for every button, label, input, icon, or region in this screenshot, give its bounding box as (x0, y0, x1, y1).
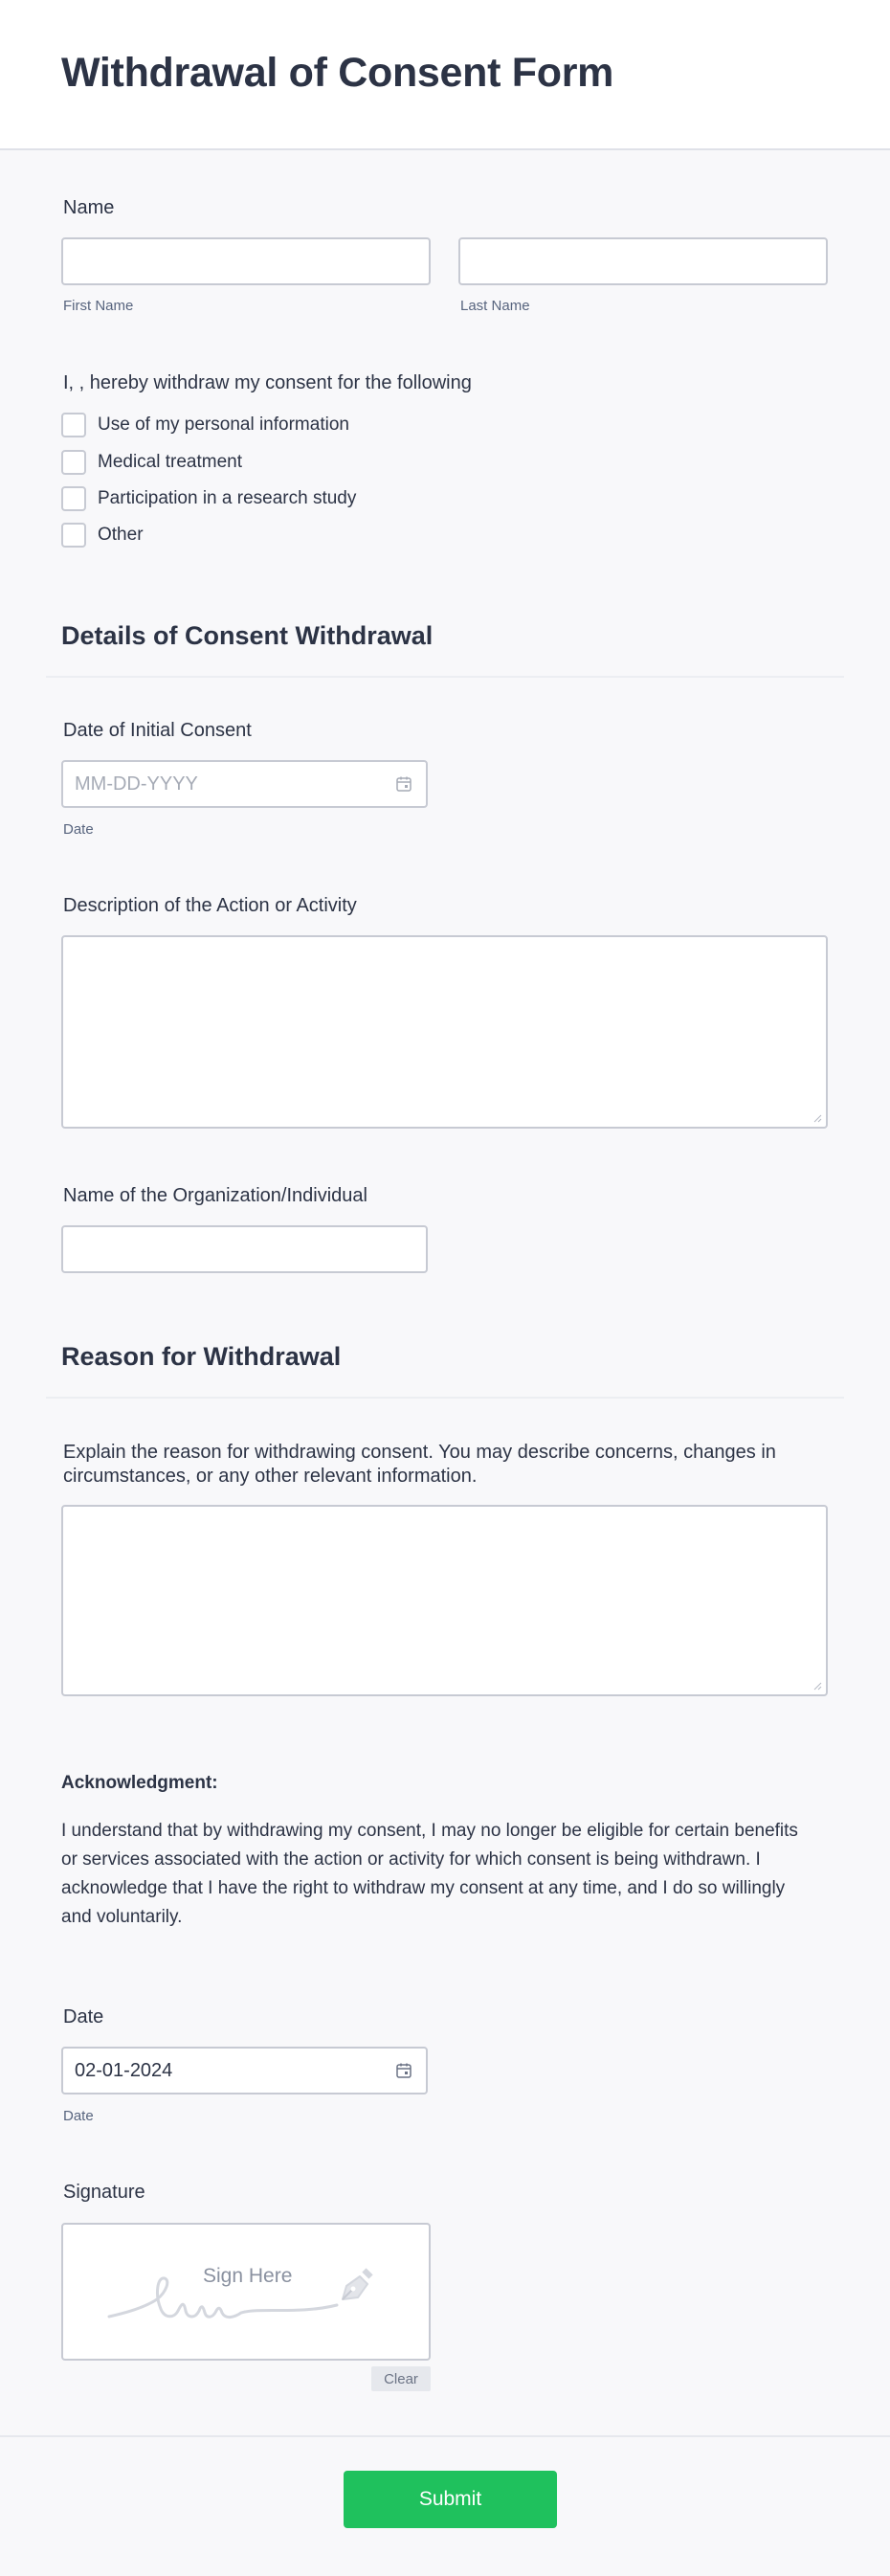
calendar-icon[interactable] (395, 775, 412, 793)
signature-label: Signature (63, 2182, 145, 2203)
section-divider (46, 676, 844, 678)
calendar-icon[interactable] (395, 2062, 412, 2079)
form-title: Withdrawal of Consent Form (61, 50, 614, 96)
consent-option-research-study[interactable] (61, 485, 356, 512)
first-name-input[interactable] (61, 237, 431, 285)
footer-divider (0, 2435, 890, 2437)
checkbox[interactable] (61, 413, 86, 437)
checkbox[interactable] (61, 523, 86, 548)
acknowledgment-title: Acknowledgment: (61, 1773, 218, 1793)
consent-option-label: Participation in a research study (98, 488, 357, 508)
consent-option-other[interactable] (61, 522, 144, 549)
section-title-reason: Reason for Withdrawal (61, 1342, 342, 1371)
date-input[interactable] (61, 2047, 428, 2094)
sign-here-placeholder: Sign Here (203, 2265, 293, 2287)
organization-input[interactable] (61, 1225, 428, 1273)
first-name-sublabel: First Name (63, 298, 134, 314)
date-sublabel: Date (63, 2108, 94, 2124)
description-textarea[interactable] (61, 935, 828, 1129)
submit-button[interactable]: Submit (344, 2471, 557, 2528)
date-placeholder: MM-DD-YYYY (75, 773, 198, 795)
name-label: Name (63, 197, 115, 218)
section-divider (46, 1397, 844, 1399)
consent-option-label: Medical treatment (98, 452, 243, 472)
resize-handle-icon[interactable] (812, 1113, 822, 1123)
resize-handle-icon[interactable] (812, 1681, 822, 1691)
signature-pad[interactable] (61, 2223, 431, 2361)
consent-option-medical-treatment[interactable] (61, 449, 242, 476)
section-title-details: Details of Consent Withdrawal (61, 621, 434, 650)
initial-consent-date-sublabel: Date (63, 821, 94, 838)
last-name-sublabel: Last Name (460, 298, 530, 314)
consent-items-label: I, , hereby withdraw my consent for the following (63, 372, 472, 393)
reason-label: Explain the reason for withdrawing consent. You may describe concerns, changes in circumstances, or any other relevant information. (63, 1442, 776, 1487)
checkbox[interactable] (61, 486, 86, 511)
pen-nib-icon (337, 2267, 383, 2305)
initial-consent-date-input[interactable] (61, 760, 428, 808)
checkbox[interactable] (61, 450, 86, 475)
date-value: 02-01-2024 (75, 2059, 173, 2081)
reason-textarea[interactable] (61, 1505, 828, 1696)
clear-signature-button[interactable]: Clear (371, 2366, 431, 2391)
consent-option-label: Use of my personal information (98, 414, 349, 435)
form-header (0, 0, 890, 150)
last-name-input[interactable] (458, 237, 828, 285)
acknowledgment-text: I understand that by withdrawing my consent, I may no longer be eligible for certain benefits or services associated with the action or activity for which consent is being withdrawn. I acknowledge that I have the right to withdraw my consent at any time, and I do so willingly and voluntarily. (61, 1821, 798, 1927)
date-label: Date (63, 2006, 104, 2027)
organization-label: Name of the Organization/Individual (63, 1185, 367, 1206)
initial-consent-date-label: Date of Initial Consent (63, 720, 252, 741)
consent-option-label: Other (98, 525, 144, 545)
consent-option-personal-info[interactable] (61, 412, 349, 438)
description-label: Description of the Action or Activity (63, 895, 357, 916)
